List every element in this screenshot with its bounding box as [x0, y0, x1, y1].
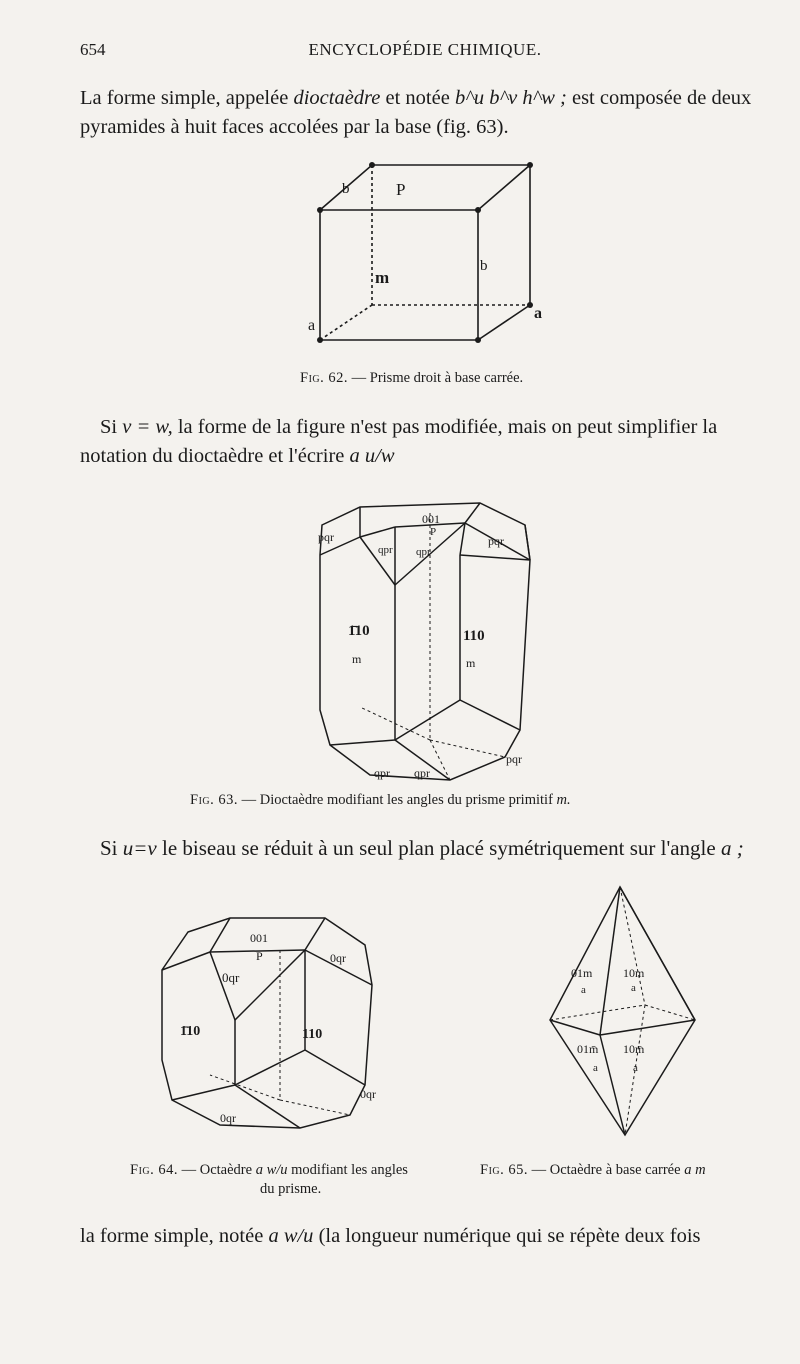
fig63-label-pqr-left: pqr — [318, 530, 334, 544]
figure-64-octaedre — [150, 910, 390, 1140]
notation-a-u-w: a u/w — [349, 445, 395, 467]
running-title: ENCYCLOPÉDIE CHIMIQUE. — [308, 40, 542, 59]
figure-65-octaedre-base-carree — [545, 885, 705, 1145]
fig65-label-10m: 10m — [623, 966, 645, 980]
para1-line1: La forme simple, appelée dioctaèdre et notée b^u b^v h^w ; est composée de deux — [80, 87, 752, 109]
para1-line2: pyramides à huit faces accolées par la base (fig. 63). — [80, 116, 509, 138]
fig63-label-m-right: m — [466, 656, 476, 670]
fig64-label-oqr-side: 0qr — [360, 1087, 376, 1101]
fig63-label-pqr-bottom: pqr — [506, 752, 522, 766]
paragraph-dioctaedre-intro — [80, 84, 768, 142]
fig65-label-10m-bar: 10m̄ — [623, 1042, 645, 1056]
fig62-label-m: m — [375, 268, 390, 287]
fig63-label-qpr-1: qpr — [378, 544, 393, 556]
fig65-label-a-lr: a — [633, 1062, 638, 1074]
paragraph-v-equals-w — [80, 413, 770, 471]
fig64-label-oqr-top: 0qr — [222, 970, 240, 985]
fig65-label-a-ll: a — [593, 1062, 598, 1074]
fig64-label-face-left: 1̄10 — [180, 1024, 201, 1039]
fig64-label-p: P — [256, 949, 263, 963]
fig62-label-p: P — [396, 180, 406, 199]
fig64-label-oqr-bottom: 0qr — [220, 1111, 236, 1125]
term-dioctaedre: dioctaèdre — [293, 87, 381, 109]
fig65-notation: a m — [684, 1162, 706, 1178]
fig62-label-a: a — [308, 317, 316, 334]
fig62-label-b-2: b — [480, 258, 488, 274]
paragraph-u-equals-v: Si u=v le biseau se réduit à un seul plan placé symétriquement sur l'angle a ; — [100, 836, 744, 860]
fig62-caption: Fig. 62. — Prisme droit à base carrée. — [300, 370, 524, 386]
fig63-caption: Fig. 63. — Dioctaèdre modifiant les angles du prisme primitif m. — [190, 792, 571, 808]
paragraph-forme-simple-notee: la forme simple, notée a w/u (la longueur numérique qui se répète deux fois — [80, 1225, 701, 1247]
fig62-label-b: b — [342, 181, 350, 197]
fig63-label-face-left: 1̄10 — [348, 623, 370, 639]
fig64-notation: a w/u — [255, 1162, 288, 1178]
figure-63-dioctaedre — [300, 495, 560, 790]
fig63-label-m-left: m — [352, 652, 362, 666]
fig65-label-01m: 01m — [571, 966, 593, 980]
fig64-label-face-right: 110 — [302, 1027, 323, 1042]
fig65-label-01m-bar: 01m̄ — [577, 1042, 599, 1056]
fig65-label-a-ul: a — [581, 984, 586, 996]
fig64-label-oqr-right: 0qr — [330, 951, 346, 965]
fig63-label-qpr-bottom-1: qpr — [374, 766, 390, 780]
para2-line1: Si v = w, la forme de la figure n'est pas modifiée, mais on peut simplifier la — [100, 416, 718, 438]
fig63-label-qpr-2: qpr — [416, 546, 431, 558]
page-number: 654 — [80, 40, 106, 59]
fig63-label-001: 001 — [422, 512, 440, 526]
fig64-label-001: 001 — [250, 931, 268, 945]
para2-line2: notation du dioctaèdre et l'écrire a u/w — [80, 445, 395, 467]
fig62-label-a-right: a — [534, 305, 542, 322]
notation-a-w-u: a w/u — [268, 1225, 314, 1247]
fig63-label-face-right: 110 — [463, 628, 485, 644]
notation-bubvhw: b^u b^v h^w ; — [454, 87, 567, 109]
fig63-label-pqr-right: pqr — [488, 534, 504, 548]
fig63-label-qpr-bottom-2: qpr — [414, 766, 430, 780]
equation-v-w: v = w, — [122, 416, 173, 438]
fig65-label-a-ur: a — [631, 982, 636, 994]
fig64-caption: Fig. 64. — Octaèdre a w/u modifiant les angles du prisme. — [130, 1162, 408, 1197]
equation-u-v: u=v — [122, 836, 157, 860]
fig65-caption: Fig. 65. — Octaèdre à base carrée a m — [480, 1162, 706, 1178]
figure-62-prism — [290, 150, 550, 370]
running-header — [80, 40, 770, 68]
fig63-label-p: P — [430, 526, 437, 538]
